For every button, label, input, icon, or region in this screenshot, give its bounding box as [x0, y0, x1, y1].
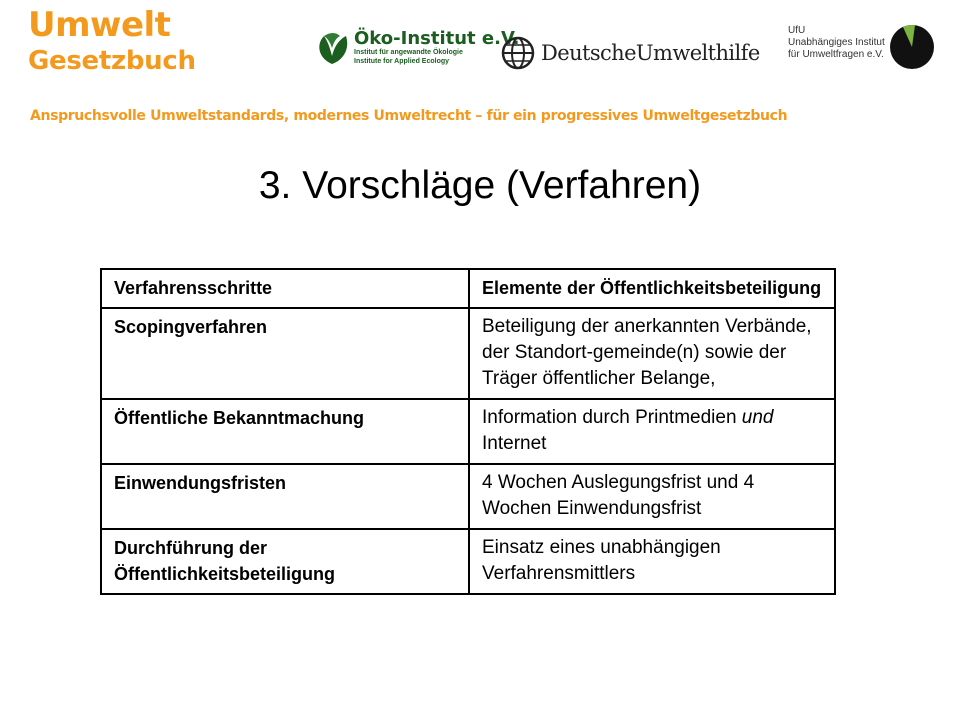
- ufu-abbr: UfU: [788, 25, 806, 36]
- row-step: Durchführung der Öffentlichkeitsbeteiligung: [101, 529, 469, 594]
- ufu-line2: für Umweltfragen e.V.: [788, 49, 884, 60]
- row-step: Einwendungsfristen: [101, 464, 469, 529]
- row-element-part: Internet: [482, 433, 547, 454]
- row-element: Beteiligung der anerkannten Verbände, der Standort-gemeinde(n) sowie der Träger öffentlicher Belange,: [469, 308, 835, 399]
- table-header-row: [101, 269, 835, 308]
- table-row: [101, 529, 835, 594]
- globe-icon: [501, 36, 535, 70]
- deutsche-umwelthilfe-logo: [501, 36, 760, 70]
- row-element-part: Information durch Printmedien: [482, 407, 737, 428]
- row-element: [469, 399, 835, 464]
- proposals-table: [100, 268, 836, 595]
- ufu-circle-icon: [889, 24, 935, 70]
- leaf-icon: [314, 30, 350, 66]
- tagline: Anspruchsvolle Umweltstandards, modernes Umweltrecht – für ein progressives Umweltgesetzbuch: [30, 108, 788, 124]
- oeko-institut-logo: [314, 30, 519, 66]
- table-row: [101, 308, 835, 399]
- oeko-line1: Institut für angewandte Ökologie: [354, 49, 463, 56]
- row-step: Scopingverfahren: [101, 308, 469, 399]
- column-header-elements: Elemente der Öffentlichkeitsbeteiligung: [469, 269, 835, 308]
- row-element: Einsatz eines unabhängigen Verfahrensmittlers: [469, 529, 835, 594]
- ufu-line1: Unabhängiges Institut: [788, 37, 885, 48]
- row-element-emphasis: und: [741, 407, 774, 428]
- brand-line1: Umwelt: [28, 5, 171, 45]
- umweltgesetzbuch-logo: [28, 5, 196, 76]
- column-header-steps: Verfahrensschritte: [101, 269, 469, 308]
- table-row: [101, 399, 835, 464]
- row-element: 4 Wochen Auslegungsfrist und 4 Wochen Einwendungsfrist: [469, 464, 835, 529]
- table-row: [101, 464, 835, 529]
- duh-name: DeutscheUmwelthilfe: [541, 41, 760, 65]
- page-title: 3. Vorschläge (Verfahren): [258, 164, 702, 207]
- row-step: Öffentliche Bekanntmachung: [101, 399, 469, 464]
- brand-line2: Gesetzbuch: [28, 46, 196, 76]
- oeko-name: Öko-Institut e.V.: [354, 28, 520, 49]
- ufu-logo-text: [788, 25, 885, 61]
- oeko-line2: Institute for Applied Ecology: [354, 58, 450, 65]
